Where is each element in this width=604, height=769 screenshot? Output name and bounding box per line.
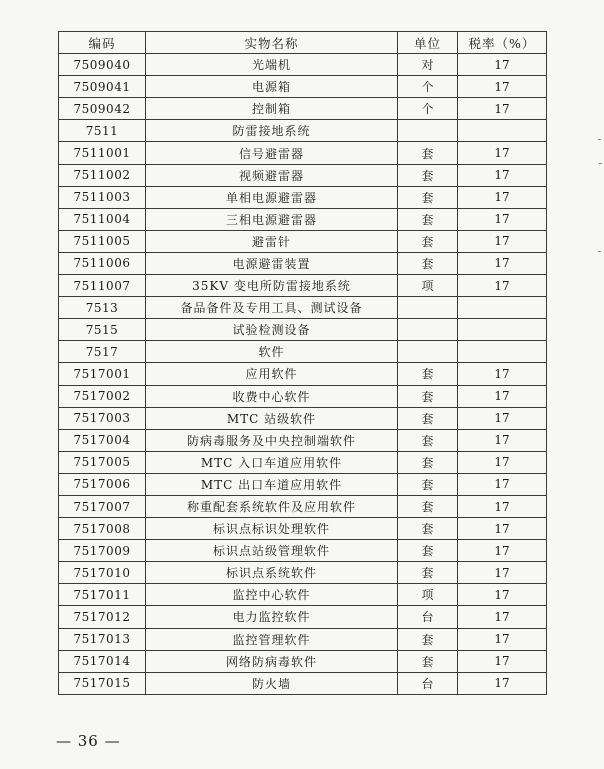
table-row [59,562,547,584]
unit-cell: 套 [398,451,458,473]
code-cell: 7517004 [59,429,146,451]
name-cell: 避雷针 [146,230,398,252]
code-cell: 7517014 [59,650,146,672]
table-row [59,606,547,628]
code-cell: 7517001 [59,363,146,385]
table-row [59,407,547,429]
rate-cell: 17 [458,385,547,407]
code-cell: 7509042 [59,98,146,120]
rate-cell: 17 [458,540,547,562]
code-cell: 7517010 [59,562,146,584]
name-cell: 应用软件 [146,363,398,385]
table-row [59,98,547,120]
table-row [59,164,547,186]
rate-cell: 17 [458,54,547,76]
rate-cell: 17 [458,252,547,274]
code-cell: 7511007 [59,275,146,297]
name-cell: 试验检测设备 [146,319,398,341]
name-cell: 三相电源避雷器 [146,208,398,230]
unit-cell: 套 [398,186,458,208]
table-row [59,120,547,142]
name-cell: MTC 入口车道应用软件 [146,451,398,473]
code-cell: 7509040 [59,54,146,76]
code-cell: 7511005 [59,230,146,252]
header-code: 编码 [59,32,146,54]
table-row [59,495,547,517]
name-cell: 监控中心软件 [146,584,398,606]
code-cell: 7517 [59,341,146,363]
name-cell: 监控管理软件 [146,628,398,650]
code-cell: 7517015 [59,672,146,694]
code-cell: 7511 [59,120,146,142]
name-cell: 防火墙 [146,672,398,694]
unit-cell: 套 [398,562,458,584]
rate-cell: 17 [458,429,547,451]
rate-cell: 17 [458,584,547,606]
tax-rate-table [58,31,547,695]
code-cell: 7517007 [59,495,146,517]
table-row [59,363,547,385]
unit-cell: 套 [398,495,458,517]
table-row [59,319,547,341]
code-cell: 7517002 [59,385,146,407]
header-rate: 税率（%） [458,32,547,54]
unit-cell [398,297,458,319]
unit-cell [398,319,458,341]
name-cell: 网络防病毒软件 [146,650,398,672]
header-name: 实物名称 [146,32,398,54]
unit-cell: 套 [398,164,458,186]
name-cell: 备品备件及专用工具、测试设备 [146,297,398,319]
code-cell: 7517008 [59,518,146,540]
unit-cell: 台 [398,606,458,628]
table-row [59,142,547,164]
code-cell: 7513 [59,297,146,319]
unit-cell: 个 [398,98,458,120]
name-cell: 收费中心软件 [146,385,398,407]
table-row [59,252,547,274]
code-cell: 7509041 [59,76,146,98]
name-cell: 称重配套系统软件及应用软件 [146,495,398,517]
table-row [59,208,547,230]
rate-cell: 17 [458,186,547,208]
page-number: — 36 — [56,732,121,750]
rate-cell [458,120,547,142]
table-row [59,429,547,451]
unit-cell: 项 [398,275,458,297]
scan-mark [598,251,601,252]
rate-cell: 17 [458,275,547,297]
table-row [59,628,547,650]
name-cell: 软件 [146,341,398,363]
scan-mark [598,139,601,140]
table-row [59,385,547,407]
rate-cell: 17 [458,98,547,120]
code-cell: 7511006 [59,252,146,274]
rate-cell [458,319,547,341]
unit-cell: 套 [398,650,458,672]
unit-cell [398,341,458,363]
rate-cell: 17 [458,164,547,186]
code-cell: 7517013 [59,628,146,650]
code-cell: 7517006 [59,473,146,495]
code-cell: 7511003 [59,186,146,208]
name-cell: 电源箱 [146,76,398,98]
code-cell: 7515 [59,319,146,341]
rate-cell: 17 [458,562,547,584]
table-row [59,297,547,319]
table-row [59,518,547,540]
unit-cell [398,120,458,142]
table-row [59,650,547,672]
table-row [59,341,547,363]
rate-cell: 17 [458,76,547,98]
name-cell: 光端机 [146,54,398,76]
table-header-row [59,32,547,54]
table-row [59,54,547,76]
header-unit: 单位 [398,32,458,54]
unit-cell: 个 [398,76,458,98]
code-cell: 7517011 [59,584,146,606]
unit-cell: 套 [398,385,458,407]
rate-cell [458,297,547,319]
rate-cell: 17 [458,628,547,650]
name-cell: 标识点标识处理软件 [146,518,398,540]
name-cell: 信号避雷器 [146,142,398,164]
unit-cell: 套 [398,429,458,451]
table-row [59,451,547,473]
unit-cell: 套 [398,208,458,230]
code-cell: 7517003 [59,407,146,429]
unit-cell: 套 [398,473,458,495]
table-row [59,230,547,252]
unit-cell: 项 [398,584,458,606]
unit-cell: 套 [398,518,458,540]
code-cell: 7517012 [59,606,146,628]
rate-cell: 17 [458,142,547,164]
unit-cell: 套 [398,142,458,164]
name-cell: 防病毒服务及中央控制端软件 [146,429,398,451]
name-cell: 控制箱 [146,98,398,120]
table-row [59,672,547,694]
table-row [59,473,547,495]
code-cell: 7511004 [59,208,146,230]
rate-cell: 17 [458,473,547,495]
name-cell: MTC 出口车道应用软件 [146,473,398,495]
unit-cell: 套 [398,252,458,274]
rate-cell [458,341,547,363]
unit-cell: 台 [398,672,458,694]
name-cell: 标识点系统软件 [146,562,398,584]
name-cell: 视频避雷器 [146,164,398,186]
name-cell: 标识点站级管理软件 [146,540,398,562]
rate-cell: 17 [458,650,547,672]
table-row [59,584,547,606]
rate-cell: 17 [458,208,547,230]
rate-cell: 17 [458,230,547,252]
rate-cell: 17 [458,407,547,429]
code-cell: 7511001 [59,142,146,164]
rate-cell: 17 [458,363,547,385]
rate-cell: 17 [458,606,547,628]
unit-cell: 对 [398,54,458,76]
rate-cell: 17 [458,518,547,540]
name-cell: 单相电源避雷器 [146,186,398,208]
table-row [59,76,547,98]
rate-cell: 17 [458,672,547,694]
table-row [59,275,547,297]
code-cell: 7517009 [59,540,146,562]
name-cell: 防雷接地系统 [146,120,398,142]
rate-cell: 17 [458,495,547,517]
table-row [59,186,547,208]
table-body [59,54,547,695]
unit-cell: 套 [398,540,458,562]
name-cell: MTC 站级软件 [146,407,398,429]
name-cell: 电源避雷装置 [146,252,398,274]
rate-cell: 17 [458,451,547,473]
unit-cell: 套 [398,230,458,252]
scan-mark [599,163,602,164]
unit-cell: 套 [398,628,458,650]
name-cell: 电力监控软件 [146,606,398,628]
code-cell: 7511002 [59,164,146,186]
unit-cell: 套 [398,363,458,385]
table-row [59,540,547,562]
unit-cell: 套 [398,407,458,429]
name-cell: 35KV 变电所防雷接地系统 [146,275,398,297]
code-cell: 7517005 [59,451,146,473]
